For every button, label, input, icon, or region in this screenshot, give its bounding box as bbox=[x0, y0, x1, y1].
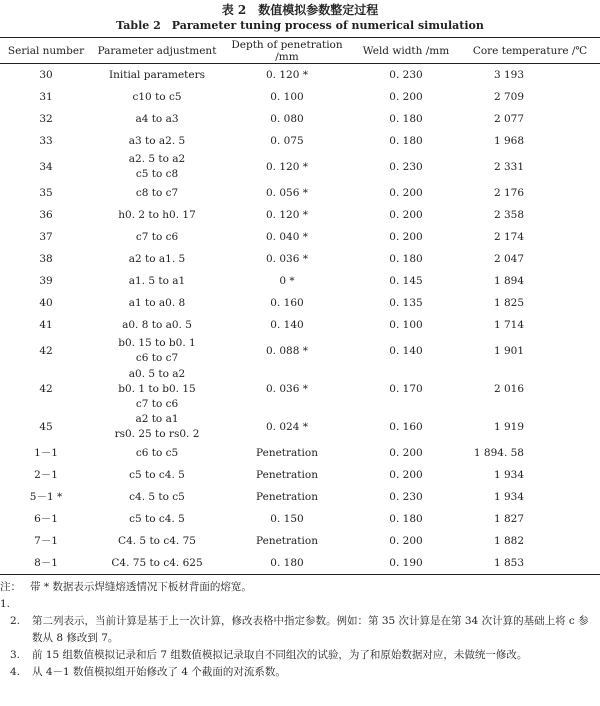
cell-serial-number: 5－1 * bbox=[29, 490, 63, 503]
cell-serial-number: 8－1 bbox=[0, 552, 92, 575]
table-row bbox=[0, 204, 600, 226]
adjustment-line: a4 to a3 bbox=[135, 112, 179, 125]
cell-depth-of-penetration: 0. 180 bbox=[222, 552, 352, 575]
cell-depth-of-penetration: 0. 120 * bbox=[266, 160, 308, 173]
adjustment-line: c5 to c4. 5 bbox=[129, 468, 185, 481]
cell-serial-number: 33 bbox=[39, 134, 53, 147]
adjustment-line: c7 to c6 bbox=[135, 230, 179, 243]
header-depth-of-penetration: Depth of penetration /mm bbox=[222, 38, 352, 64]
cell-core-temperature: 2 016 bbox=[493, 382, 524, 395]
cell-weld-width: 0. 145 bbox=[389, 274, 423, 287]
cell-parameter-adjustment bbox=[92, 152, 222, 182]
cell-core-temperature: 1 934 bbox=[493, 468, 524, 481]
cell-serial-number: 45 bbox=[39, 420, 53, 433]
note-text: 数从 8 修改到 7。 bbox=[32, 632, 119, 644]
cell-depth-of-penetration: 0 * bbox=[279, 274, 295, 287]
table-row bbox=[0, 226, 600, 248]
cell-weld-width: 0. 200 bbox=[389, 90, 423, 103]
cell-parameter-adjustment bbox=[92, 270, 222, 292]
cell-serial-number: 38 bbox=[39, 252, 53, 265]
cell-parameter-adjustment bbox=[92, 508, 222, 530]
note-line bbox=[0, 613, 600, 630]
cell-core-temperature: 1 919 bbox=[493, 420, 524, 433]
cell-core-temperature: 1 714 bbox=[493, 318, 524, 331]
table-row bbox=[0, 412, 600, 442]
cell-core-temperature: 2 047 bbox=[493, 252, 524, 265]
cell-parameter-adjustment bbox=[92, 336, 222, 366]
cell-weld-width: 0. 200 bbox=[389, 534, 423, 547]
adjustment-line: a2. 5 to a2 bbox=[128, 153, 186, 165]
note-label: 注：1. bbox=[0, 581, 21, 610]
cell-parameter-adjustment bbox=[92, 86, 222, 108]
cell-parameter-adjustment bbox=[92, 182, 222, 204]
adjustment-line: c5 to c4. 5 bbox=[129, 512, 185, 525]
table-row bbox=[0, 64, 600, 87]
adjustment-line: a0. 5 to a2 bbox=[128, 367, 186, 380]
cell-parameter-adjustment bbox=[92, 108, 222, 130]
cell-depth-of-penetration: 0. 088 * bbox=[266, 344, 308, 357]
cell-weld-width: 0. 100 bbox=[389, 318, 423, 331]
adjustment-line: C4. 75 to c4. 625 bbox=[111, 556, 203, 569]
cell-weld-width: 0. 140 bbox=[389, 344, 423, 357]
cell-parameter-adjustment bbox=[92, 366, 222, 412]
cell-serial-number: 34 bbox=[39, 160, 53, 173]
cell-depth-of-penetration: 0. 120 * bbox=[266, 68, 308, 81]
cell-parameter-adjustment bbox=[92, 248, 222, 270]
adjustment-line: c6 to c7 bbox=[135, 352, 179, 364]
table-header-row bbox=[0, 38, 600, 64]
table-title-chinese: 表 2 数值模拟参数整定过程 bbox=[221, 3, 379, 17]
cell-serial-number: 41 bbox=[39, 318, 53, 331]
cell-weld-width: 0. 190 bbox=[352, 552, 460, 575]
table-row bbox=[0, 336, 600, 366]
adjustment-line: a2 to a1 bbox=[135, 413, 179, 425]
cell-core-temperature: 3 193 bbox=[493, 68, 524, 81]
cell-depth-of-penetration: 0. 036 * bbox=[266, 252, 308, 265]
cell-serial-number: 31 bbox=[39, 90, 53, 103]
table-row bbox=[0, 508, 600, 530]
table-row bbox=[0, 152, 600, 182]
table-row bbox=[0, 442, 600, 464]
cell-core-temperature: 1 934 bbox=[493, 490, 524, 503]
cell-parameter-adjustment bbox=[92, 530, 222, 552]
adjustment-line: C4. 5 to c4. 75 bbox=[118, 534, 196, 547]
cell-core-temperature: 1 968 bbox=[493, 134, 524, 147]
table-title-english: Table 2 Parameter tuning process of numerical simulation bbox=[116, 19, 484, 32]
cell-serial-number: 35 bbox=[39, 186, 53, 199]
parameter-tuning-table bbox=[0, 37, 600, 575]
table-row bbox=[0, 486, 600, 508]
cell-core-temperature: 1 853 bbox=[460, 552, 600, 575]
header-parameter-adjustment: Parameter adjustment bbox=[92, 38, 222, 64]
cell-serial-number: 1－1 bbox=[34, 446, 58, 459]
cell-parameter-adjustment bbox=[92, 292, 222, 314]
adjustment-line: a3 to a2. 5 bbox=[128, 134, 186, 147]
cell-depth-of-penetration: 0. 024 * bbox=[266, 420, 308, 433]
cell-serial-number: 2－1 bbox=[34, 468, 58, 481]
cell-weld-width: 0. 160 bbox=[389, 420, 423, 433]
table-notes bbox=[0, 579, 600, 681]
table-row bbox=[0, 182, 600, 204]
note-text: 前 15 组数值模拟记录和后 7 组数值模拟记录取自不同组次的试验，为了和原始数据对应，未做统一修改。 bbox=[32, 649, 528, 661]
cell-depth-of-penetration: 0. 160 bbox=[270, 296, 304, 309]
cell-weld-width: 0. 200 bbox=[389, 186, 423, 199]
cell-weld-width: 0. 180 bbox=[389, 512, 423, 525]
adjustment-line: c5 to c8 bbox=[135, 168, 179, 180]
cell-core-temperature: 1 825 bbox=[493, 296, 524, 309]
cell-parameter-adjustment bbox=[92, 442, 222, 464]
cell-core-temperature: 2 709 bbox=[493, 90, 524, 103]
cell-serial-number: 39 bbox=[39, 274, 53, 287]
cell-depth-of-penetration: Penetration bbox=[256, 534, 318, 547]
table-row bbox=[0, 314, 600, 336]
adjustment-line: rs0. 25 to rs0. 2 bbox=[114, 428, 200, 440]
note-label-spacer bbox=[0, 630, 32, 647]
cell-weld-width: 0. 180 bbox=[389, 252, 423, 265]
cell-weld-width: 0. 200 bbox=[389, 230, 423, 243]
table-row bbox=[0, 86, 600, 108]
cell-parameter-adjustment bbox=[92, 412, 222, 442]
cell-depth-of-penetration: 0. 080 bbox=[270, 112, 304, 125]
cell-core-temperature: 1 894. 58 bbox=[473, 446, 524, 459]
cell-depth-of-penetration: 0. 150 bbox=[270, 512, 304, 525]
cell-weld-width: 0. 230 bbox=[389, 160, 423, 173]
cell-serial-number: 36 bbox=[39, 208, 53, 221]
cell-parameter-adjustment bbox=[92, 226, 222, 248]
table-body bbox=[0, 64, 600, 575]
table-row bbox=[0, 530, 600, 552]
cell-weld-width: 0. 180 bbox=[389, 112, 423, 125]
adjustment-line: a1. 5 to a1 bbox=[128, 274, 186, 287]
cell-parameter-adjustment bbox=[92, 130, 222, 152]
cell-core-temperature: 1 894 bbox=[493, 274, 524, 287]
cell-serial-number: 40 bbox=[39, 296, 53, 309]
note-line bbox=[0, 579, 600, 613]
cell-depth-of-penetration: Penetration bbox=[256, 446, 318, 459]
cell-weld-width: 0. 200 bbox=[389, 446, 423, 459]
adjustment-line: c8 to c7 bbox=[135, 186, 179, 199]
adjustment-line: a2 to a1. 5 bbox=[128, 252, 186, 265]
cell-parameter-adjustment bbox=[92, 314, 222, 336]
note-text: 带 * 数据表示焊缝熔透情况下板材背面的熔宽。 bbox=[30, 581, 252, 593]
cell-serial-number: 32 bbox=[39, 112, 53, 125]
note-line bbox=[0, 630, 600, 647]
adjustment-line: a1 to a0. 8 bbox=[128, 296, 186, 309]
table-row bbox=[0, 464, 600, 486]
adjustment-line: c6 to c5 bbox=[135, 446, 179, 459]
cell-core-temperature: 2 331 bbox=[493, 160, 524, 173]
cell-serial-number: 37 bbox=[39, 230, 53, 243]
cell-depth-of-penetration: Penetration bbox=[256, 490, 318, 503]
table-row bbox=[0, 366, 600, 412]
cell-core-temperature: 1 882 bbox=[493, 534, 524, 547]
cell-depth-of-penetration: 0. 040 * bbox=[266, 230, 308, 243]
cell-serial-number: 30 bbox=[39, 68, 53, 81]
cell-serial-number: 7－1 bbox=[34, 534, 58, 547]
cell-depth-of-penetration: 0. 140 bbox=[270, 318, 304, 331]
cell-core-temperature: 2 358 bbox=[493, 208, 524, 221]
note-line bbox=[0, 647, 600, 664]
cell-parameter-adjustment bbox=[92, 486, 222, 508]
header-weld-width: Weld width /mm bbox=[352, 38, 460, 64]
note-text: 从 4－1 数值模拟组开始修改了 4 个截面的对流系数。 bbox=[32, 666, 286, 678]
cell-core-temperature: 1 901 bbox=[493, 344, 524, 357]
cell-weld-width: 0. 230 bbox=[389, 68, 423, 81]
table-row bbox=[0, 552, 600, 575]
cell-depth-of-penetration: 0. 120 * bbox=[266, 208, 308, 221]
table-row bbox=[0, 130, 600, 152]
cell-depth-of-penetration: Penetration bbox=[256, 468, 318, 481]
adjustment-line: Initial parameters bbox=[108, 68, 206, 81]
note-label: 3. bbox=[10, 649, 21, 661]
cell-weld-width: 0. 180 bbox=[389, 134, 423, 147]
cell-core-temperature: 2 077 bbox=[493, 112, 524, 125]
header-core-temperature: Core temperature /℃ bbox=[460, 38, 600, 64]
cell-weld-width: 0. 135 bbox=[389, 296, 423, 309]
header-serial-number: Serial number bbox=[0, 38, 92, 64]
note-label: 2. bbox=[10, 615, 21, 627]
cell-weld-width: 0. 200 bbox=[389, 468, 423, 481]
cell-core-temperature: 1 827 bbox=[493, 512, 524, 525]
adjustment-line: c4. 5 to c5 bbox=[129, 490, 185, 503]
cell-core-temperature: 2 174 bbox=[493, 230, 524, 243]
cell-parameter-adjustment bbox=[92, 64, 222, 87]
table-row bbox=[0, 248, 600, 270]
adjustment-line: b0. 15 to b0. 1 bbox=[118, 337, 196, 349]
cell-depth-of-penetration: 0. 075 bbox=[270, 134, 304, 147]
cell-depth-of-penetration: 0. 056 * bbox=[266, 186, 308, 199]
cell-depth-of-penetration: 0. 100 bbox=[270, 90, 304, 103]
note-text: 第二列表示，当前计算是基于上一次计算，修改表格中指定参数。例如：第 35 次计算是在第 34 次计算的基础上将 c 参 bbox=[32, 615, 589, 627]
cell-core-temperature: 2 176 bbox=[493, 186, 524, 199]
cell-weld-width: 0. 230 bbox=[389, 490, 423, 503]
adjustment-line: a0. 8 to a0. 5 bbox=[122, 318, 192, 331]
table-row bbox=[0, 292, 600, 314]
adjustment-line: c7 to c6 bbox=[135, 397, 179, 410]
cell-parameter-adjustment bbox=[92, 204, 222, 226]
cell-serial-number: 6－1 bbox=[34, 512, 58, 525]
cell-serial-number: 42 bbox=[39, 344, 53, 357]
adjustment-line: b0. 1 to b0. 15 bbox=[118, 382, 196, 395]
adjustment-line: h0. 2 to h0. 17 bbox=[118, 208, 196, 221]
cell-parameter-adjustment bbox=[92, 552, 222, 575]
cell-serial-number: 42 bbox=[39, 382, 53, 395]
cell-weld-width: 0. 200 bbox=[389, 208, 423, 221]
cell-parameter-adjustment bbox=[92, 464, 222, 486]
note-line bbox=[0, 664, 600, 681]
adjustment-line: c10 to c5 bbox=[132, 90, 182, 103]
table-row bbox=[0, 108, 600, 130]
cell-weld-width: 0. 170 bbox=[389, 382, 423, 395]
table-row bbox=[0, 270, 600, 292]
note-label: 4. bbox=[10, 666, 21, 678]
cell-depth-of-penetration: 0. 036 * bbox=[266, 382, 308, 395]
